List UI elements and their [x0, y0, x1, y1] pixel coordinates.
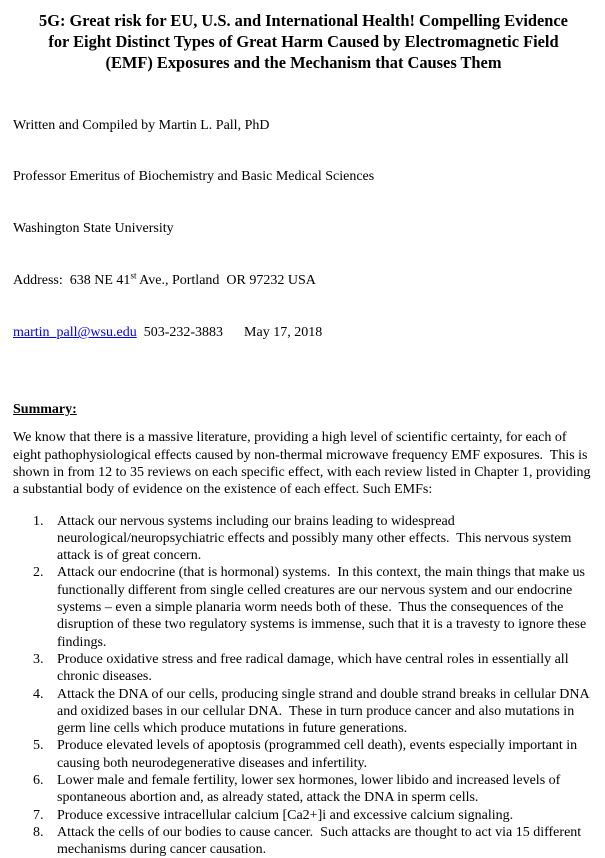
summary-heading: Summary:: [13, 402, 77, 418]
address-text: Address: 638 NE 41: [13, 273, 131, 289]
author-byline: Written and Compiled by Martin L. Pall, PhD: [13, 117, 270, 133]
author-address: [13, 272, 594, 289]
effects-list: [13, 513, 594, 858]
list-item-text: Attack the DNA of our cells, producing single strand and double strand breaks in cellular DNA and oxidized bases in our cellular DNA. These in turn produce cancer and also mutations in germ line cells which produce mutations in future generations.: [57, 686, 593, 737]
list-item: [13, 824, 594, 858]
list-item-number: 7.: [33, 807, 44, 823]
list-item-text: Produce excessive intracellular calcium [Ca2+]i and excessive calcium signaling.: [57, 807, 514, 823]
list-item: [13, 737, 594, 772]
list-item-number: 1.: [33, 513, 44, 529]
list-item-number: 3.: [33, 651, 44, 667]
list-item-text: Lower male and female fertility, lower sex hormones, lower libido and increased levels of spontaneous abortion and, as already stated, attack the DNA in sperm cells.: [57, 772, 564, 806]
list-item: [13, 651, 594, 686]
list-item-text: Attack the cells of our bodies to cause cancer. Such attacks are thought to act via 15 different mechanisms during cancer causation.: [57, 824, 585, 858]
list-item: [13, 772, 594, 807]
list-item: [13, 564, 594, 650]
list-item-text: Attack our endocrine (that is hormonal) systems. In this context, the main things that make us functionally different from single celled creatures are our nervous system and our endocrine systems – even a simple planaria worm needs both of these. Thus the consequences of the disruption of these two regulatory systems is immense, such that it is a travesty to ignore these findings.: [57, 565, 590, 650]
list-item-number: 2.: [33, 565, 44, 581]
list-item-number: 5.: [33, 738, 44, 754]
address-text-suffix: Ave., Portland OR 97232 USA: [136, 273, 316, 289]
list-item: [13, 807, 594, 824]
list-item-number: 8.: [33, 824, 44, 840]
document-title: 5G: Great risk for EU, U.S. and International Health! Compelling Evidence for Eight Distinct Types of Great Harm Caused by Electromagnetic Field (EMF) Exposures and the Mechanism that Causes Them: [39, 11, 568, 72]
contact-line: [13, 324, 594, 341]
list-item-number: 6.: [33, 772, 44, 788]
author-position: Professor Emeritus of Biochemistry and Basic Medical Sciences: [13, 169, 375, 185]
list-item-text: Produce elevated levels of apoptosis (programmed cell death), events especially important in causing both neurodegenerative diseases and infertility.: [57, 738, 581, 771]
phone-number: 503-232-3883: [143, 325, 224, 341]
summary-intro-paragraph: We know that there is a massive literature, providing a high level of scientific certainty, for each of eight pathophysiological effects caused by non-thermal microwave frequency EMF exposures. This is shown in from 12 to 35 reviews on each specific effect, with each review listed in Chapter 1, providing a substantial body of evidence on the existence of each effect. Such EMFs:: [13, 430, 594, 498]
author-university: Washington State University: [13, 221, 174, 237]
list-item-text: Produce oxidative stress and free radical damage, which have central roles in essentially all chronic diseases.: [57, 651, 573, 685]
author-block: [13, 82, 594, 376]
list-item: [13, 686, 594, 738]
list-item-number: 4.: [33, 686, 44, 702]
list-item-text: Attack our nervous systems including our brains leading to widespread neurological/neuropsychiatric effects and possibly many other effects. This nervous system attack is of great concern.: [57, 513, 575, 564]
document-date: May 17, 2018: [244, 325, 323, 341]
list-item: [13, 513, 594, 565]
email-link[interactable]: martin_pall@wsu.edu: [13, 325, 137, 341]
address-ordinal-superscript: st: [130, 270, 137, 281]
